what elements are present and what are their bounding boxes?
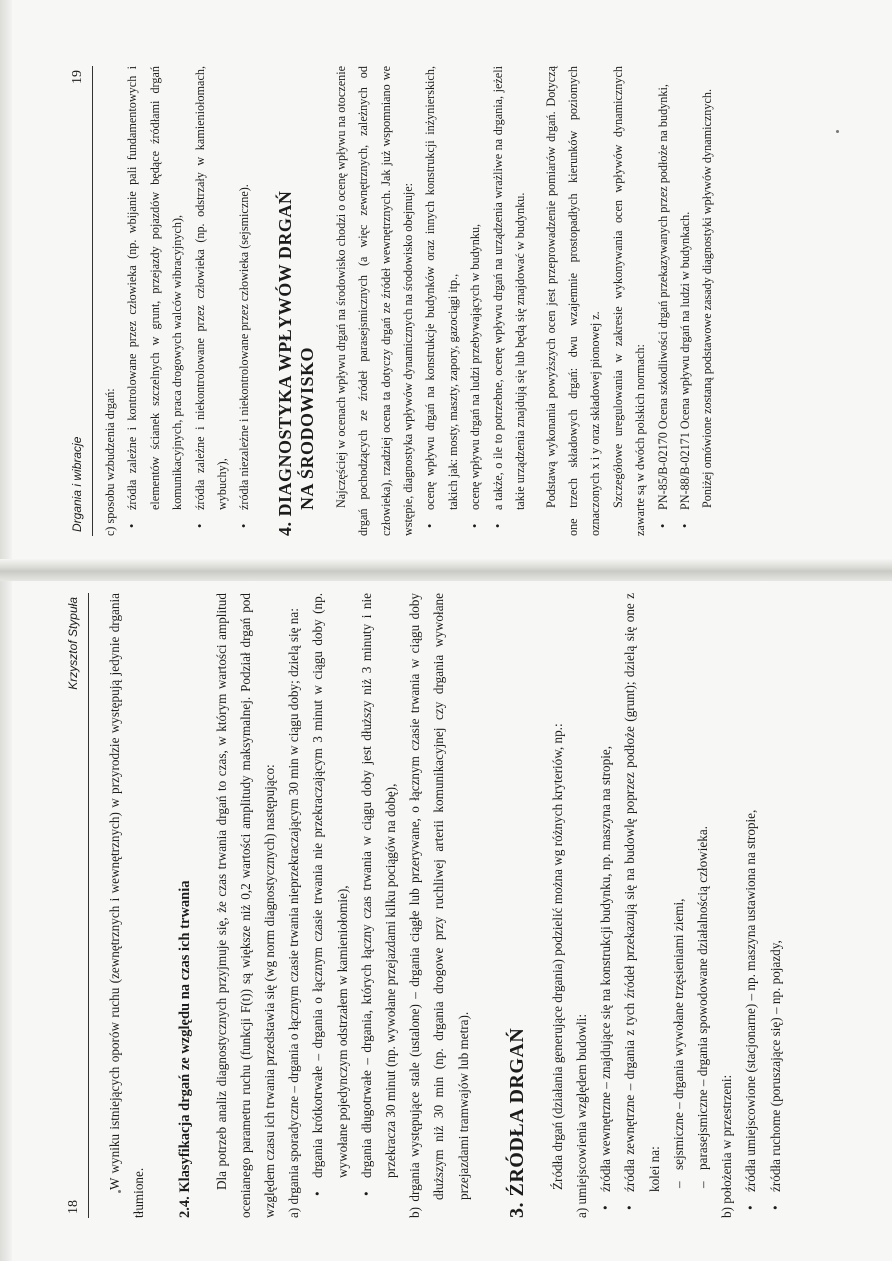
chapter-heading xyxy=(274,66,318,536)
intro-paragraph: W wyniku istniejących oporów ruchu (zewnętrznych i wewnętrznych) w przyrodzie występują jedynie drgania tłumione. xyxy=(107,593,147,1218)
list-item: • a także, o ile to potrzebne, ocenę wpływu drgań na urządzenia wrażliwe na drgania, jeżeli takie urządzenia znajdują się lub będą się znajdować w budynku. xyxy=(487,66,532,536)
list-item: • PN-85/B-02170 Ocena szkodliwości drgań przekazywanych przez podłoże na budynki, xyxy=(652,66,674,536)
list-item: b) położenia w przestrzeni: xyxy=(719,1074,735,1218)
list-item: a) drgania sporadyczne – drgania o łącznym czasie trwania nieprzekraczającym 30 min w ciągu doby; dzielą się na: xyxy=(286,608,302,1218)
list-item: a) umiejscowienia względem budowli: xyxy=(574,1014,590,1218)
chapter-heading-line: NA ŚRODOWISKO xyxy=(296,346,317,510)
paragraph: Najczęściej w ocenach wpływu drgań na środowisko chodzi o ocenę wpływu na otoczenie drgań pochodzących ze źródeł parasejsmicznych (a więc zewnętrznych, zależnych od człowieka), rzadziej ocena ta dotyczy drgań ze źródeł wewnętrznych. Jak już wspomniano we wstępie, diagnostyka wpływów dynamicznych na środowisko obejmuje: xyxy=(333,66,416,536)
list-item: – parasejsmiczne – drgania spowodowane działalnością człowieka. xyxy=(691,593,715,1188)
list-item: • źródła zewnętrzne – drgania z tych źródeł przekazują się na budowlę poprzez podłoże (grunt); dzielą się one z kolei na: xyxy=(618,593,666,1218)
page-body xyxy=(103,593,788,1218)
list-item: • ocenę wpływu drgań na ludzi przebywających w budynku, xyxy=(464,66,486,536)
chapter-heading: 3. ŹRÓDŁA DRGAŃ xyxy=(505,1027,528,1218)
running-head: Krzysztof Stypuła xyxy=(66,597,80,690)
page-header xyxy=(66,66,93,536)
chapter-heading-line: 4. DIAGNOSTYKA WPŁYWÓW DRGAŃ xyxy=(274,190,295,536)
page-body xyxy=(99,66,719,536)
list-item: b) drgania występujące stale (ustalone) – drgania ciągłe lub przerywane, o łącznym czasie trwania w ciągu doby dłuższym niż 30 min (np. drgania drogowe przy ruchliwej arterii komunikacyjnej czy drgania wywołane przejazdami tramwajów lub metra). xyxy=(407,593,471,1218)
list-item: • ocenę wpływu drgań na konstrukcje budynków oraz innych konstrukcji inżynierskich, takich jak: mosty, maszty, zapory, gazociągi itp., xyxy=(419,66,464,536)
scan-edge-shadow xyxy=(0,0,12,1261)
paragraph: Źródła drgań (działania generujące drgania) podzielić można wg różnych kryteriów, np.: xyxy=(549,723,565,1190)
list-item: • źródła zależne i kontrolowane przez człowieka (np. wbijanie pali fundamentowych i elementów ścianek szczelnych w grunt, przejazdy pojazdów będące źródłami drgań komunikacyjnych, praca drogowych walców wibracyjnych), xyxy=(121,66,188,536)
page-number: 19 xyxy=(70,70,85,84)
page-number: 18 xyxy=(66,1200,81,1214)
list-item: • źródła niezależne i niekontrolowane przez człowieka (sejsmiczne). xyxy=(233,66,255,536)
list-item: • źródła umiejscowione (stacjonarne) – np. maszyna ustawiona na stropie, xyxy=(739,593,763,1218)
running-head: Drgania i wibracje xyxy=(70,436,84,532)
list-item: • źródła wewnętrzne – znajdujące się na konstrukcji budynku, np. maszyna na stropie, xyxy=(594,593,618,1218)
paragraph: Dla potrzeb analiz diagnostycznych przyjmuje się, że czas trwania drgań to czas, w którym wartości amplitud ocenianego parametru ruchu (funkcji F(t)) są większe niż 0,2 wartości amplitudy maksymalnej. Podział drgań pod względem czasu ich trwania przedstawia się (wg norm diagnostycznych) następująco: xyxy=(213,593,278,1218)
page-19 xyxy=(66,66,846,536)
paragraph: Szczegółowe uregulowania w zakresie wykonywania ocen wpływów dynamicznych zawarte są w dwóch polskich normach: xyxy=(610,66,648,536)
page-header xyxy=(62,593,89,1218)
list-item: • drgania długotrwałe – drgania, których łączny czas trwania w ciągu doby jest dłuższy niż 3 minuty i nie przekracza 30 minut (np. wywołane przejazdami kilku pociągów na dobę), xyxy=(355,593,403,1204)
paragraph: Poniżej omówione zostaną podstawowe zasady diagnostyki wpływów dynamicznych. xyxy=(700,88,715,508)
page-18 xyxy=(62,593,842,1218)
paragraph: Podstawą wykonania powyższych ocen jest przeprowadzenie pomiarów drgań. Dotyczą one trzech składowych drgań: dwu wzajemnie prostopadłych kierunków poziomych oznaczonych x i y oraz składowej pionowej z. xyxy=(543,66,603,536)
list-item: • PN-88/B-02171 Ocena wpływu drgań na ludzi w budynkach. xyxy=(674,66,696,536)
list-item: – sejsmiczne – drgania wywołane trzęsieniami ziemi, xyxy=(667,593,691,1188)
section-heading: 2.4. Klasyfikacja drgań ze względu na czas ich trwania xyxy=(177,880,194,1218)
book-fold xyxy=(0,559,892,581)
list-item: • drgania krótkotrwałe – drgania o łącznym czasie trwania nie przekraczającym 3 minut w ciągu doby (np. wywołane pojedynczym odstrzałem w kamieniołomie), xyxy=(306,593,354,1204)
list-item: • źródła ruchome (poruszające się) – np. pojazdy, xyxy=(764,593,788,1218)
list-item: c) sposobu wzbudzenia drgań: xyxy=(103,388,117,536)
list-item: • źródła zależne i niekontrolowane przez człowieka (np. odstrzały w kamieniołomach, wybuchy), xyxy=(189,66,234,536)
